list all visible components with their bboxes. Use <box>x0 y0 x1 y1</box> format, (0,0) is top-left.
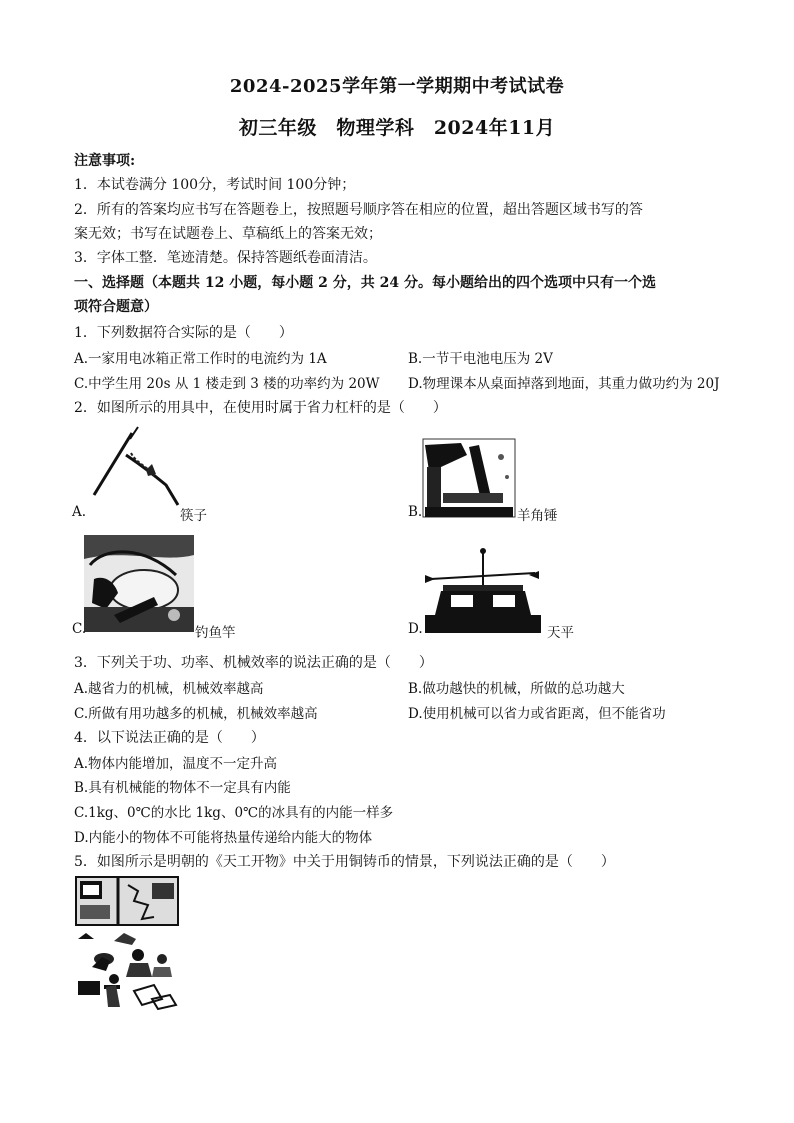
q1-option-c: C.中学生用 20s 从 1 楼走到 3 楼的功率约为 20W <box>74 376 380 392</box>
q2-option-a-label: 筷子 <box>180 508 207 524</box>
balance-scale-image <box>421 545 543 637</box>
fishing-rod-image <box>84 535 194 632</box>
exam-title: 2024-2025学年第一学期期中考试试卷 <box>229 76 565 97</box>
q4-option-b: B.具有机械能的物体不一定具有内能 <box>74 780 291 796</box>
q3-option-d: D.使用机械可以省力或省距离，但不能省功 <box>408 706 666 722</box>
q2-option-d-label: 天平 <box>547 625 574 641</box>
notice-item-3: 3．字体工整．笔迹清楚。保持答题纸卷面清洁。 <box>74 250 377 266</box>
q2-option-b-letter: B. <box>408 504 423 520</box>
q2-stem: 2．如图所示的用具中，在使用时属于省力杠杆的是（ ） <box>74 400 447 416</box>
q2-option-a-letter: A. <box>72 504 87 520</box>
claw-hammer-image <box>421 437 517 519</box>
notice-item-2-cont: 案无效；书写在试题卷上、草稿纸上的答案无效； <box>74 226 382 242</box>
section1-heading-cont: 项符合题意） <box>74 299 158 315</box>
chopsticks-image <box>86 425 186 510</box>
exam-subtitle: 初三年级 物理学科 2024年11月 <box>238 117 556 139</box>
q2-option-c-letter: C. <box>72 621 87 637</box>
coin-casting-woodcut-image <box>74 875 180 1013</box>
q2-option-b-label: 羊角锤 <box>517 508 558 524</box>
q3-option-b: B.做功越快的机械，所做的总功越大 <box>408 681 625 697</box>
q2-option-c-label: 钓鱼竿 <box>195 625 236 641</box>
q5-stem: 5．如图所示是明朝的《天工开物》中关于用铜铸币的情景，下列说法正确的是（ ） <box>74 854 615 870</box>
notice-item-2: 2．所有的答案均应书写在答题卷上，按照题号顺序答在相应的位置，超出答题区域书写的答 <box>74 202 643 218</box>
q4-option-a: A.物体内能增加，温度不一定升高 <box>74 756 278 772</box>
notice-heading: 注意事项: <box>74 153 136 169</box>
q1-option-a: A.一家用电冰箱正常工作时的电流约为 1A <box>74 351 327 367</box>
q1-option-b: B.一节干电池电压为 2V <box>408 351 553 367</box>
q4-option-d: D.内能小的物体不可能将热量传递给内能大的物体 <box>74 830 373 846</box>
q4-stem: 4．以下说法正确的是（ ） <box>74 730 265 746</box>
q3-option-c: C.所做有用功越多的机械，机械效率越高 <box>74 706 318 722</box>
q1-option-d: D.物理课本从桌面掉落到地面，其重力做功约为 20J <box>408 376 720 392</box>
q4-option-c: C.1kg、0℃的水比 1kg、0℃的冰具有的内能一样多 <box>74 805 394 821</box>
q2-option-d-letter: D. <box>408 621 423 637</box>
section1-heading: 一、选择题（本题共 12 小题，每小题 2 分，共 24 分。每小题给出的四个选项中只有一个选 <box>74 275 656 291</box>
notice-item-1: 1．本试卷满分 100分，考试时间 100分钟； <box>74 177 356 193</box>
q3-option-a: A.越省力的机械，机械效率越高 <box>74 681 264 697</box>
q1-stem: 1．下列数据符合实际的是（ ） <box>74 325 293 341</box>
q3-stem: 3．下列关于功、功率、机械效率的说法正确的是（ ） <box>74 655 433 671</box>
